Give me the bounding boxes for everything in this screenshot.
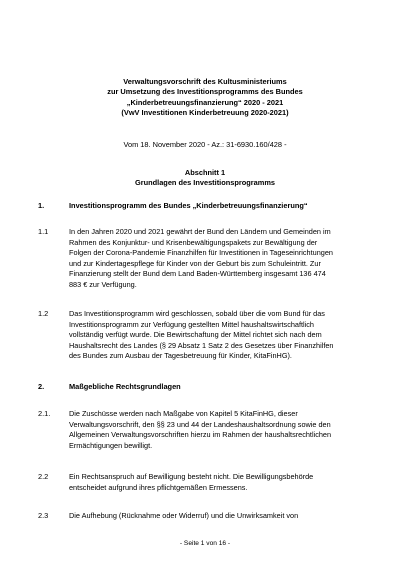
item-number: 2.1. [38,409,51,418]
paragraph-line: 883 € zur Verfügung. [69,279,137,289]
title-line: „Kinderbetreuungsfinanzierung“ 2020 - 2021 [126,97,284,107]
paragraph-line: Investitionsprogramm zur Verfügung gestellten Mittel haushaltswirtschaftlich [69,319,314,329]
item-number: 2.3 [38,511,49,520]
paragraph-line: Folgen der Corona-Pandemie Finanzhilfen für Investitionen in Tageseinrichtungen [69,248,333,258]
paragraph-line: vollständig verfügt wurde. Die Bewirtschaftung der Mittel richtet sich nach dem [69,330,322,340]
paragraph [69,309,369,362]
paragraph [69,511,369,522]
paragraph-line: Finanzierung stellt der Bund dem Land Baden-Württemberg insgesamt 136 474 [69,269,326,279]
title-line: (VwV Investitionen Kinderbetreuung 2020-2021) [121,108,289,118]
paragraph-line: Ermächtigungen bewilligt. [69,440,153,450]
item-number: 2. [38,382,45,391]
paragraph-line: Verwaltungsvorschrift, den §§ 23 und 44 der Landeshaushaltsordnung sowie den [69,419,331,429]
paragraph-line: Allgemeinen Verwaltungsvorschriften hierzu im Rahmen der haushaltsrechtlichen [69,430,332,440]
paragraph-line: Ein Rechtsanspruch auf Bewilligung besteht nicht. Die Bewilligungsbehörde [69,472,314,481]
page-number-footer: - Seite 1 von 16 - [179,540,231,547]
item-number: 1. [38,201,45,210]
item-number: 1.1 [38,227,49,236]
item-number: 1.2 [38,309,49,318]
section-title: Grundlagen des Investitionsprogramms [134,178,276,188]
paragraph-line: In den Jahren 2020 und 2021 gewährt der Bund den Ländern und Gemeinden im [69,227,331,236]
paragraph-line: und zur Kindertagespflege für Kinder von der Geburt bis zum Schuleintritt. Zur [69,258,321,268]
paragraph [69,472,369,493]
paragraph-line: Das Investitionsprogramm wird geschlossen, sobald über die vom Bund für das [69,309,325,318]
paragraph [69,409,369,451]
title-line: Verwaltungsvorschrift des Kultusministeriums [123,77,287,86]
section-heading [40,168,370,189]
item-heading: Investitionsprogramm des Bundes „Kinderbetreuungsfinanzierung“ [69,201,308,210]
paragraph-line: Die Zuschüsse werden nach Maßgabe von Kapitel 5 KitaFinHG, dieser [69,409,298,418]
paragraph-line: Haushaltsrecht des Landes (§ 29 Absatz 1 Satz 2 des Gesetzes über Finanzhilfen [69,340,334,350]
paragraph-line: entscheidet aufgrund ihres pflichtgemäßen Ermessens. [69,482,248,492]
document-title [40,77,370,119]
paragraph [69,227,369,291]
section-label: Abschnitt 1 [184,168,226,177]
item-heading: Maßgebliche Rechtsgrundlagen [69,382,181,391]
date-reference-line: Vom 18. November 2020 - Az.: 31-6930.160/428 - [123,140,287,149]
title-line: zur Umsetzung des Investitionsprogramms des Bundes [107,87,303,97]
paragraph-line: Die Aufhebung (Rücknahme oder Widerruf) und die Unwirksamkeit von [69,511,299,520]
item-number: 2.2 [38,472,49,481]
paragraph-line: des Bundes zum Ausbau der Tagesbetreuung für Kinder, KitaFinHG). [69,351,292,361]
paragraph-line: Rahmen des Konjunktur- und Krisenbewältigungspakets zur Bewältigung der [69,237,318,247]
